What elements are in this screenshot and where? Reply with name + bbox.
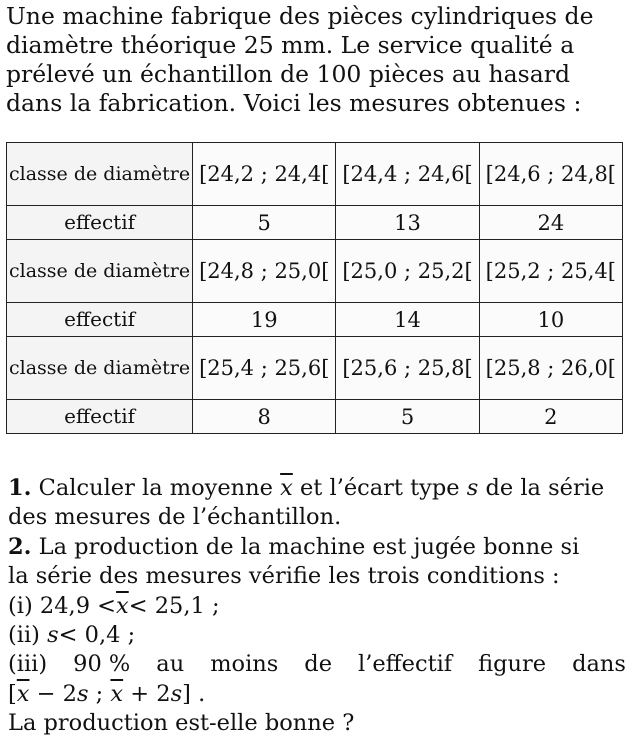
condition-1: (i) $24,9 <\overline{x}< 25,1$ ; — [8, 592, 220, 619]
std-symbol: s — [47, 622, 59, 649]
class-row — [7, 240, 623, 303]
class-cell: [25,6 ; 25,8[ — [336, 337, 479, 400]
class-row — [7, 337, 623, 400]
mean-symbol: $\overline{x}$ — [110, 680, 124, 707]
intro-line: Une machine fabrique des pièces cylindriques de — [6, 2, 594, 30]
class-cell: [24,2 ; 24,4[ — [193, 143, 336, 206]
count-cell: 5 — [193, 206, 336, 240]
class-label: classe de diamètre — [7, 337, 193, 400]
question-number: 1. — [8, 475, 32, 501]
class-cell: [25,2 ; 25,4[ — [479, 240, 622, 303]
final-question: La production est-elle bonne ? — [8, 710, 355, 737]
class-label: classe de diamètre — [7, 240, 193, 303]
count-label: effectif — [7, 303, 193, 337]
count-cell: 2 — [479, 400, 622, 434]
count-cell: 24 — [479, 206, 622, 240]
class-label: classe de diamètre — [7, 143, 193, 206]
intro-line: prélevé un échantillon de 100 pièces au hasard — [6, 60, 571, 88]
condition-2: (ii) s< 0,4 ; — [8, 622, 136, 649]
std-symbol: s — [170, 680, 183, 707]
count-cell: 14 — [336, 303, 479, 337]
count-label: effectif — [7, 400, 193, 434]
questions-block — [8, 474, 626, 739]
intro-paragraph — [6, 2, 628, 118]
count-cell: 8 — [193, 400, 336, 434]
question-2: 2. La production de la machine est jugée bonne si — [8, 533, 580, 560]
count-row — [7, 400, 623, 434]
std-symbol: s — [466, 475, 479, 501]
mean-symbol: $\overline{x}$ — [116, 592, 129, 619]
count-row — [7, 206, 623, 240]
class-row — [7, 143, 623, 206]
count-label: effectif — [7, 206, 193, 240]
condition-3-interval: [$\overline{x} - 2s$ ; $\overline{x} + 2s$] . — [8, 680, 206, 707]
measurements-table — [6, 142, 623, 434]
mean-symbol: $\overline{x}$ — [280, 475, 293, 501]
count-row — [7, 303, 623, 337]
intro-line: dans la fabrication. Voici les mesures obtenues : — [6, 89, 582, 117]
count-cell: 10 — [479, 303, 622, 337]
question-1: 1. Calculer la moyenne $\overline{x}$ et l’écart type s de la série — [8, 475, 605, 501]
class-cell: [24,8 ; 25,0[ — [193, 240, 336, 303]
intro-line: diamètre théorique 25 mm. Le service qualité a — [6, 31, 575, 59]
question-2-line2: la série des mesures vérifie les trois conditions : — [8, 563, 560, 590]
class-cell: [25,8 ; 26,0[ — [479, 337, 622, 400]
condition-3: (iii) 90 % au moins de l’effectif figure dans — [8, 651, 626, 678]
class-cell: [24,4 ; 24,6[ — [336, 143, 479, 206]
question-1-line2: des mesures de l’échantillon. — [8, 504, 342, 531]
std-symbol: s — [76, 680, 89, 707]
count-cell: 5 — [336, 400, 479, 434]
count-cell: 19 — [193, 303, 336, 337]
class-cell: [25,0 ; 25,2[ — [336, 240, 479, 303]
mean-symbol: $\overline{x}$ — [16, 680, 30, 707]
class-cell: [25,4 ; 25,6[ — [193, 337, 336, 400]
question-number: 2. — [8, 533, 32, 560]
class-cell: [24,6 ; 24,8[ — [479, 143, 622, 206]
count-cell: 13 — [336, 206, 479, 240]
